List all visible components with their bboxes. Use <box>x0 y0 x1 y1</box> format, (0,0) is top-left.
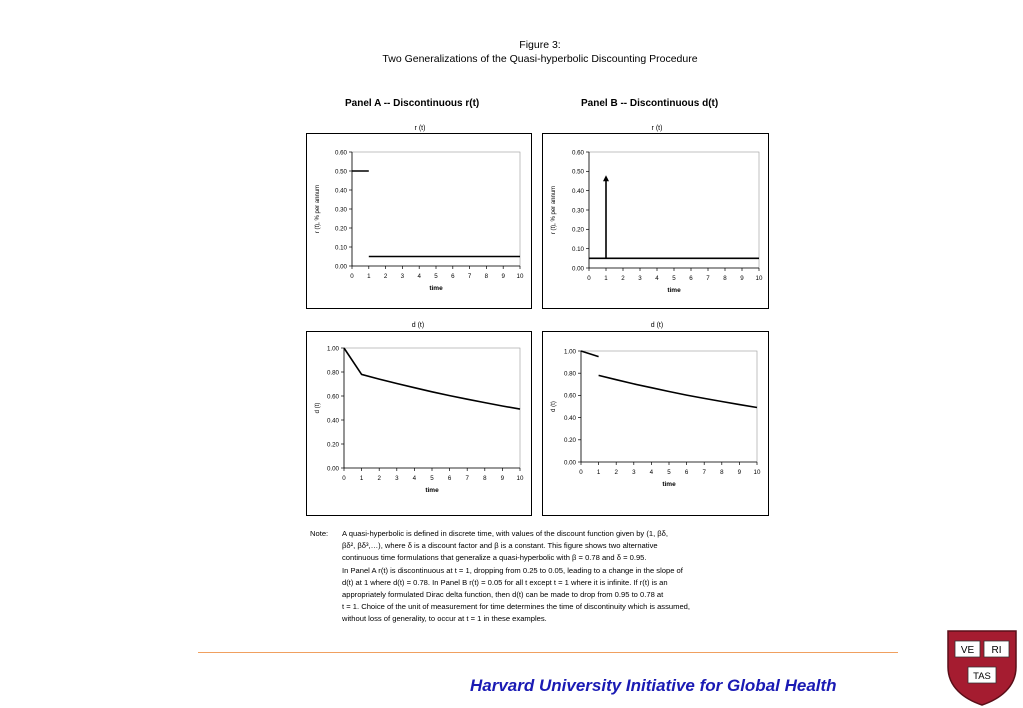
y-tick-label: 0.10 <box>334 244 347 252</box>
x-tick-label: 7 <box>467 273 472 280</box>
figure-title <box>300 38 780 66</box>
chart-panel-b-r <box>542 133 769 309</box>
note-line: In Panel A r(t) is discontinuous at t = 1, dropping from 0.25 to 0.05, leading to a change in the slope of <box>342 565 683 575</box>
note-line: βδ², βδ³,…), where δ is a discount factor and β is a constant. This figure shows two alternative <box>342 541 658 551</box>
plot-area <box>581 351 757 462</box>
y-tick-label: 0.20 <box>326 441 339 449</box>
x-tick-label: 3 <box>395 475 399 482</box>
y-axis-label: r (t), % per annum <box>315 184 321 234</box>
y-tick-label: 0.60 <box>571 149 584 157</box>
x-tick-label: 1 <box>604 275 608 282</box>
chart-title-panel-a-d: d (t) <box>411 322 425 329</box>
book-right <box>984 641 1009 657</box>
x-tick-label: 6 <box>451 273 455 280</box>
x-tick-label: 1 <box>596 469 601 476</box>
chart-title-panel-a-r: r (t) <box>414 125 426 132</box>
y-axis-label: r (t), % per annum <box>551 185 557 235</box>
x-axis-label: time <box>425 487 439 494</box>
note-line: appropriately formulated Dirac delta function, then d(t) can be made to drop from 0.95 to 0.78 at <box>342 590 664 600</box>
chart-title-panel-b-d: d (t) <box>650 322 664 329</box>
plot-area <box>352 152 520 266</box>
x-tick-label: 7 <box>702 469 706 476</box>
note-line: A quasi-hyperbolic is defined in discrete time, with values of the discount function given by (1, βδ, <box>342 529 669 538</box>
book-left <box>955 641 980 657</box>
x-tick-label: 2 <box>383 273 388 280</box>
x-tick-label: 9 <box>501 273 505 280</box>
x-tick-label: 5 <box>672 275 676 282</box>
y-tick-label: 0.00 <box>326 465 339 473</box>
note-label: Note: <box>310 529 329 538</box>
x-tick-label: 10 <box>755 275 763 282</box>
y-tick-label: 0.00 <box>334 263 347 271</box>
y-tick-label: 0.20 <box>334 225 347 233</box>
chart-svg-panel-a-d <box>307 332 531 515</box>
x-tick-label: 3 <box>638 275 642 282</box>
logo-letters-tas: TAS <box>973 671 991 682</box>
y-tick-label: 0.00 <box>571 265 584 273</box>
x-tick-label: 8 <box>723 275 727 282</box>
x-tick-label: 9 <box>737 469 742 476</box>
chart-title-panel-b-r: r (t) <box>651 125 663 132</box>
logo-letters-ri: RI <box>991 645 1002 656</box>
y-tick-label: 0.00 <box>563 459 576 467</box>
x-tick-label: 0 <box>579 469 583 476</box>
x-tick-label: 3 <box>400 273 405 280</box>
chart-panel-b-d <box>542 331 769 516</box>
x-tick-label: 2 <box>614 469 618 476</box>
y-axis-label: d (t) <box>551 401 557 412</box>
plot-area <box>344 348 520 468</box>
x-tick-label: 5 <box>434 273 438 280</box>
x-tick-label: 0 <box>587 275 591 282</box>
plot-area <box>589 152 759 268</box>
x-tick-label: 10 <box>516 273 524 280</box>
x-tick-label: 2 <box>377 475 381 482</box>
x-tick-label: 3 <box>632 469 636 476</box>
x-tick-label: 4 <box>649 469 654 476</box>
chart-panel-a-d <box>306 331 532 516</box>
y-tick-label: 0.30 <box>334 206 347 214</box>
footer-institution: Harvard University Initiative for Global Health <box>470 676 837 695</box>
x-tick-label: 4 <box>412 475 417 482</box>
y-tick-label: 0.50 <box>334 168 347 176</box>
note-line: without loss of generality, to occur at t = 1 in these examples. <box>342 614 547 624</box>
y-tick-label: 0.20 <box>571 226 584 234</box>
x-axis-label: time <box>667 287 681 294</box>
x-tick-label: 0 <box>342 475 346 482</box>
y-tick-label: 0.10 <box>571 245 584 253</box>
y-tick-label: 0.30 <box>571 207 584 215</box>
x-tick-label: 4 <box>655 275 659 282</box>
x-tick-label: 8 <box>484 273 489 280</box>
x-tick-label: 6 <box>447 475 452 482</box>
x-tick-label: 9 <box>500 475 505 482</box>
panel-a-heading: Panel A -- Discontinuous r(t) <box>345 98 480 109</box>
x-axis-label: time <box>429 285 443 292</box>
figure-number: Figure 3: <box>519 39 561 51</box>
x-tick-label: 5 <box>430 475 434 482</box>
footer-divider <box>198 652 898 653</box>
x-tick-label: 10 <box>753 469 761 476</box>
x-tick-label: 6 <box>689 275 693 282</box>
logo-letters-ve: VE <box>960 645 975 656</box>
y-tick-label: 0.60 <box>563 392 576 400</box>
y-tick-label: 0.50 <box>571 168 584 176</box>
x-tick-label: 8 <box>483 475 487 482</box>
x-tick-label: 9 <box>740 275 744 282</box>
note-line: t = 1. Choice of the unit of measurement for time determines the time of discontinuity which is assumed, <box>342 602 690 612</box>
figure-subtitle: Two Generalizations of the Quasi-hyperbolic Discounting Procedure <box>382 53 698 65</box>
x-tick-label: 2 <box>621 275 625 282</box>
y-axis-label: d (t) <box>315 402 321 414</box>
y-tick-label: 1.00 <box>563 348 576 356</box>
book-bottom <box>968 667 996 683</box>
harvard-shield-logo <box>944 627 1020 707</box>
note-line: continuous time formulations that generalize a quasi-hyperbolic with β = 0.78 and δ = 0.95. <box>342 553 647 563</box>
chart-svg-panel-b-r <box>543 134 768 308</box>
x-tick-label: 6 <box>684 469 689 476</box>
x-tick-label: 8 <box>720 469 724 476</box>
y-tick-label: 0.80 <box>326 369 339 377</box>
x-tick-label: 0 <box>350 273 354 280</box>
x-tick-label: 4 <box>417 273 421 280</box>
y-tick-label: 0.20 <box>563 437 576 445</box>
y-tick-label: 1.00 <box>326 345 339 353</box>
y-tick-label: 0.40 <box>326 417 339 425</box>
x-tick-label: 1 <box>367 273 371 280</box>
chart-svg-panel-a-r <box>307 134 531 308</box>
y-tick-label: 0.80 <box>563 370 576 378</box>
y-tick-label: 0.60 <box>334 149 347 157</box>
x-tick-label: 7 <box>465 475 469 482</box>
x-tick-label: 10 <box>516 475 524 482</box>
panel-b-heading: Panel B -- Discontinuous d(t) <box>581 98 719 109</box>
x-tick-label: 7 <box>706 275 710 282</box>
chart-svg-panel-b-d <box>543 332 768 515</box>
y-tick-label: 0.40 <box>571 187 584 195</box>
chart-panel-a-r <box>306 133 532 309</box>
x-axis-label: time <box>662 481 676 488</box>
x-tick-label: 1 <box>359 475 364 482</box>
note-body <box>342 528 782 626</box>
x-tick-label: 5 <box>667 469 671 476</box>
y-tick-label: 0.40 <box>563 414 576 422</box>
y-tick-label: 0.60 <box>326 393 339 401</box>
note-line: d(t) at 1 where d(t) = 0.78. In Panel B r(t) = 0.05 for all t except t = 1 where it is infinite. If r(t) is an <box>342 577 668 587</box>
y-tick-label: 0.40 <box>334 187 347 195</box>
